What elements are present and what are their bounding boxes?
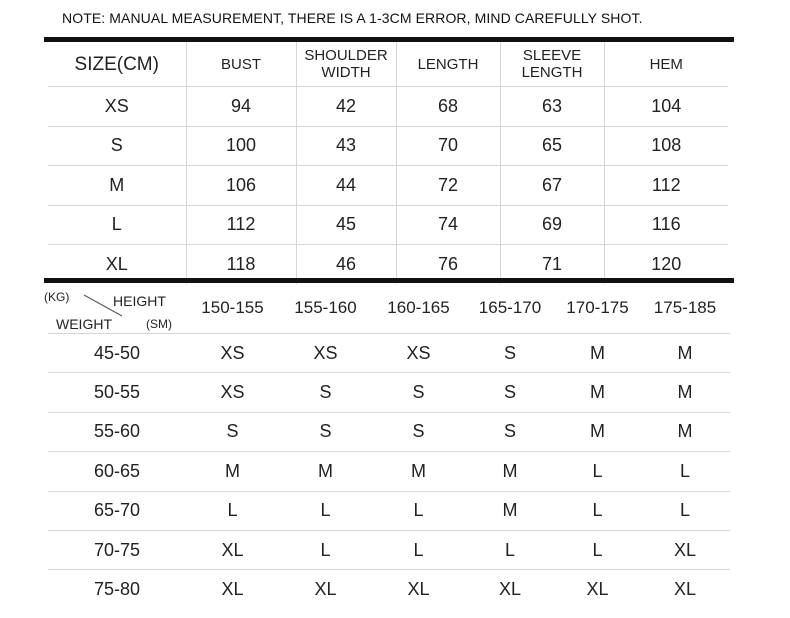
recommended-size-cell: L: [279, 491, 372, 530]
recommended-size-cell: XS: [186, 373, 279, 412]
recommended-size-cell: S: [279, 373, 372, 412]
weight-unit-label: (KG): [44, 290, 70, 304]
measurement-cell: 72: [396, 166, 500, 206]
size-measurement-table: [48, 42, 728, 284]
weight-range-cell: 75-80: [93, 579, 141, 600]
size-label-cell: L: [48, 205, 186, 245]
size-table-row: [48, 87, 728, 127]
size-label-cell: M: [48, 166, 186, 206]
height-range-header: 155-160: [279, 283, 372, 334]
size-table-header-text: SIZE(CM): [74, 53, 159, 75]
fit-table-row: [48, 334, 730, 373]
recommended-size-cell: XL: [640, 530, 730, 569]
height-range-header: 175-185: [640, 283, 730, 334]
measurement-cell: 42: [296, 87, 396, 127]
measurement-cell: 71: [500, 245, 604, 284]
size-table-header-cell: [604, 42, 728, 87]
recommended-size-cell: M: [186, 452, 279, 491]
measurement-cell: 118: [186, 245, 296, 284]
size-table-header-cell: [296, 42, 396, 87]
recommended-size-cell: XL: [186, 530, 279, 569]
size-table-header-cell: [396, 42, 500, 87]
recommended-size-cell: M: [555, 334, 640, 373]
weight-range-cell: 60-65: [48, 452, 186, 491]
recommended-size-cell: M: [640, 334, 730, 373]
weight-range-cell: 70-75: [48, 530, 186, 569]
recommended-size-cell: XL: [314, 579, 337, 600]
recommended-size-cell: S: [372, 373, 465, 412]
fit-table-row: [48, 570, 730, 609]
size-label-cell: XL: [105, 253, 128, 274]
measurement-cell: 120: [604, 245, 728, 284]
recommended-size-cell: S: [465, 373, 555, 412]
measurement-cell: 70: [396, 126, 500, 166]
measurement-cell: 106: [186, 166, 296, 206]
recommended-size-cell: L: [186, 491, 279, 530]
weight-axis-label: WEIGHT: [56, 316, 112, 332]
size-table-header-cell: [186, 42, 296, 87]
recommended-size-cell: XL: [221, 579, 244, 600]
recommended-size-cell: M: [279, 452, 372, 491]
measurement-cell: 74: [396, 205, 500, 245]
recommended-size-cell: S: [465, 334, 555, 373]
recommended-size-cell: XS: [279, 334, 372, 373]
recommended-size-cell: XS: [186, 334, 279, 373]
measurement-cell: 76: [396, 245, 500, 284]
recommended-size-cell: S: [465, 412, 555, 451]
height-range-header: 150-155: [186, 283, 279, 334]
size-table-header-text: SHOULDER: [304, 47, 388, 64]
recommended-size-cell: L: [372, 530, 465, 569]
size-table-header-text: LENGTH: [521, 64, 583, 81]
measurement-cell: 67: [500, 166, 604, 206]
measurement-cell: 43: [296, 126, 396, 166]
measurement-cell: 104: [604, 87, 728, 127]
size-table-header-cell: [500, 42, 604, 87]
fit-table-row: [48, 491, 730, 530]
height-range-header: 165-170: [465, 283, 555, 334]
weight-range-cell: 50-55: [48, 373, 186, 412]
fit-table-header-row: [48, 283, 730, 334]
measurement-cell: 112: [604, 166, 728, 206]
recommended-size-cell: L: [555, 452, 640, 491]
measurement-cell: 68: [396, 87, 500, 127]
weight-range-cell: 65-70: [48, 491, 186, 530]
measurement-cell: 94: [186, 87, 296, 127]
measurement-cell: 108: [604, 126, 728, 166]
height-range-header: 170-175: [555, 283, 640, 334]
size-table-header-cell: [48, 42, 186, 87]
recommended-size-cell: S: [372, 412, 465, 451]
recommended-size-cell: XL: [586, 579, 609, 600]
size-label-cell: S: [48, 126, 186, 166]
size-table-header-text: HEM: [649, 55, 683, 73]
size-table-row: [48, 126, 728, 166]
weight-height-corner-cell: [44, 283, 186, 334]
size-table-row: [48, 205, 728, 245]
recommended-size-cell: L: [640, 491, 730, 530]
recommended-size-cell: M: [640, 373, 730, 412]
corner-diagonal-header: [44, 283, 182, 333]
recommended-size-cell: XL: [498, 579, 522, 600]
recommended-size-cell: L: [279, 530, 372, 569]
size-recommendation-table: [44, 283, 730, 609]
height-unit-label: (SM): [146, 317, 172, 331]
size-table-header-text: WIDTH: [321, 64, 371, 81]
size-table-header-text: LENGTH: [417, 55, 479, 73]
height-axis-label: HEIGHT: [113, 293, 166, 309]
size-table-header-text: SLEEVE: [522, 47, 582, 64]
measurement-cell: 44: [296, 166, 396, 206]
fit-table-row: [48, 412, 730, 451]
height-range-header: 160-165: [372, 283, 465, 334]
weight-range-cell: 55-60: [48, 412, 186, 451]
fit-table-row: [48, 530, 730, 569]
recommended-size-cell: M: [465, 452, 555, 491]
recommended-size-cell: XS: [372, 334, 465, 373]
size-label-cell: XS: [48, 87, 186, 127]
recommended-size-cell: M: [640, 412, 730, 451]
measurement-cell: 100: [186, 126, 296, 166]
size-table-row: [48, 166, 728, 206]
recommended-size-cell: XL: [673, 579, 697, 600]
recommended-size-cell: M: [555, 412, 640, 451]
recommended-size-cell: XL: [407, 579, 430, 600]
measurement-cell: 69: [500, 205, 604, 245]
measurement-cell: 65: [500, 126, 604, 166]
recommended-size-cell: M: [372, 452, 465, 491]
fit-table-row: [48, 373, 730, 412]
measurement-cell: 46: [296, 245, 396, 284]
recommended-size-cell: M: [555, 373, 640, 412]
measurement-cell: 112: [186, 205, 296, 245]
weight-range-cell: 45-50: [48, 334, 186, 373]
recommended-size-cell: L: [465, 530, 555, 569]
recommended-size-cell: S: [186, 412, 279, 451]
recommended-size-cell: S: [279, 412, 372, 451]
measurement-note: NOTE: MANUAL MEASUREMENT, THERE IS A 1-3CM ERROR, MIND CAREFULLY SHOT.: [62, 10, 643, 26]
fit-table-row: [48, 452, 730, 491]
measurement-cell: 116: [604, 205, 728, 245]
size-table-header-text: BUST: [220, 55, 261, 73]
recommended-size-cell: L: [372, 491, 465, 530]
recommended-size-cell: M: [465, 491, 555, 530]
size-table-header-row: [48, 42, 728, 87]
measurement-cell: 63: [500, 87, 604, 127]
recommended-size-cell: L: [640, 452, 730, 491]
measurement-cell: 45: [296, 205, 396, 245]
recommended-size-cell: L: [555, 530, 640, 569]
recommended-size-cell: L: [555, 491, 640, 530]
